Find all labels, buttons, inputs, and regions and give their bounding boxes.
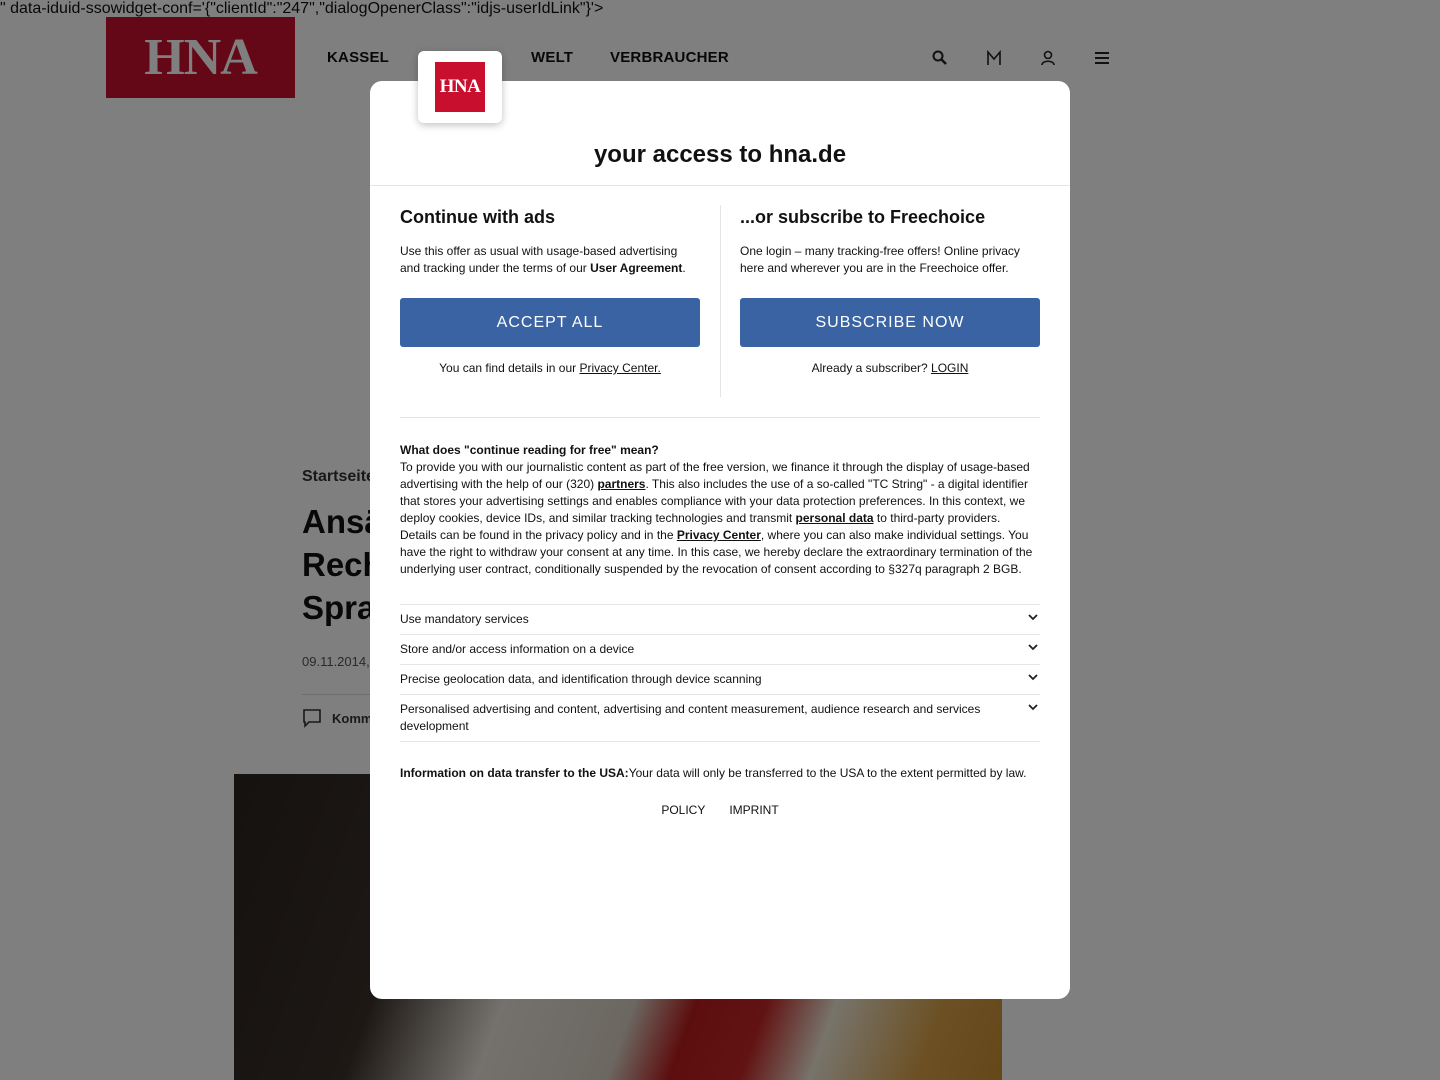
free-reading-info: What does "continue reading for free" mean? To provide you with our journalistic content as part of the free version, we finance it through the display of usage-based advertising with the help of our (320) partners. This also includes the use of a so-called "TC String" - a digital identifier that stores your advertising settings and enables compliance with your data protection preferences. In this context, we deploy cookies, device IDs, and similar tracking technologies and transmit personal data to third-party providers. Details can be found in the privacy policy and in the Privacy Center, where you can also make individual settings. You have the right to withdraw your consent at any time. In this case, we hereby declare the extraordinary termination of the underlying user contract, conditionally suspended by the revocation of consent according to §327q paragraph 2 BGB. [400, 442, 1040, 578]
dialog-footer-links [370, 803, 1070, 817]
continue-with-ads-column [400, 205, 700, 375]
personal-data-link[interactable]: personal data [795, 511, 874, 525]
subscribe-column [740, 205, 1040, 375]
dialog-logo: HNA [418, 51, 502, 123]
subscribe-text: One login – many tracking-free offers! Online privacy here and wherever you are in the Freechoice offer. [740, 244, 1020, 275]
consent-dialog [370, 76, 1070, 999]
subscribe-heading: ...or subscribe to Freechoice [740, 207, 986, 227]
continue-with-ads-text: Use this offer as usual with usage-based advertising and tracking under the terms of our User Agreement. [400, 244, 686, 275]
accordion-personalised-advertising[interactable]: Personalised advertising and content, advertising and content measurement, audience research and services development [400, 694, 1040, 742]
accordion-geolocation[interactable]: Precise geolocation data, and identification through device scanning [400, 664, 1040, 694]
chevron-down-icon [1026, 640, 1040, 654]
privacy-center-note: You can find details in our Privacy Center. [439, 361, 661, 375]
chevron-down-icon [1026, 670, 1040, 684]
login-link[interactable]: LOGIN [931, 361, 969, 375]
accept-all-button[interactable]: ACCEPT ALL [400, 298, 700, 347]
divider [370, 185, 1070, 186]
column-divider [720, 205, 721, 397]
chevron-down-icon [1026, 700, 1040, 714]
subscribe-now-button[interactable]: SUBSCRIBE NOW [740, 298, 1040, 347]
usa-transfer-info: Information on data transfer to the USA:Your data will only be transferred to the USA to the extent permitted by law. [400, 766, 1027, 780]
accordion-mandatory-services[interactable]: Use mandatory services [400, 604, 1040, 634]
login-note: Already a subscriber? LOGIN [811, 361, 969, 375]
continue-with-ads-heading: Continue with ads [400, 207, 555, 227]
privacy-center-inline-link[interactable]: Privacy Center [676, 528, 761, 542]
chevron-down-icon [1026, 610, 1040, 624]
divider [400, 417, 1040, 418]
user-agreement-link[interactable]: User Agreement [590, 261, 683, 275]
privacy-center-link[interactable]: Privacy Center. [579, 361, 661, 375]
partners-link[interactable]: partners [597, 477, 646, 491]
policy-link[interactable]: POLICY [661, 803, 706, 817]
free-reading-question: What does "continue reading for free" mean? [400, 443, 659, 457]
accordion-store-access-info[interactable]: Store and/or access information on a device [400, 634, 1040, 664]
dialog-title: your access to hna.de [593, 141, 847, 168]
imprint-link[interactable]: IMPRINT [729, 803, 779, 817]
